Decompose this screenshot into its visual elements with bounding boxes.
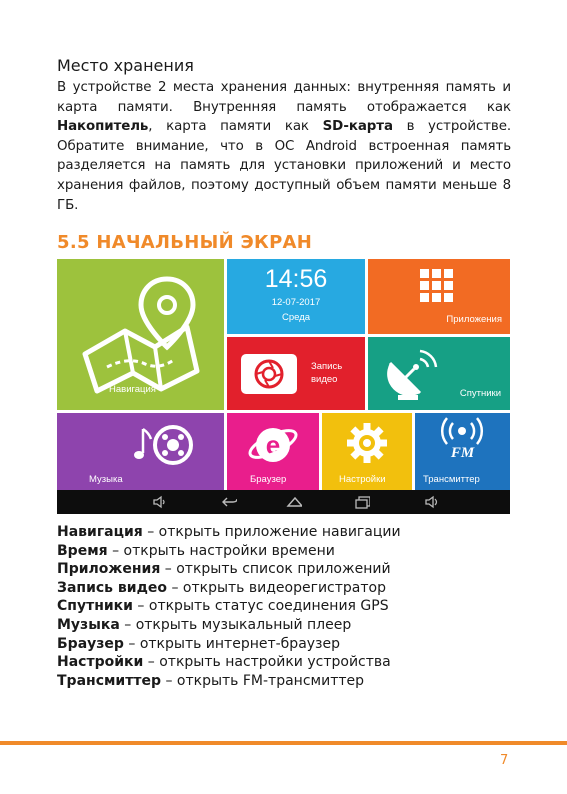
camera-box: [241, 354, 297, 394]
home-screen: [57, 259, 510, 514]
record-label-line1: Запись: [311, 361, 343, 372]
legend-desc: – открыть настройки устройства: [143, 654, 391, 671]
storage-bold-sd: SD-карта: [322, 119, 393, 135]
footer-divider: [0, 741, 567, 745]
storage-text-1: В устройстве 2 места хранения данных: внутренняя память и карта памяти. Внутренняя память отображается как: [57, 80, 511, 115]
legend-term: Время: [57, 542, 108, 559]
volume-down-icon[interactable]: [151, 494, 167, 510]
clock-weekday: Среда: [281, 312, 311, 323]
apps-tile[interactable]: [368, 259, 510, 334]
legend-item: [57, 635, 517, 654]
legend-term: Спутники: [57, 598, 133, 615]
fm-text: FM: [450, 445, 475, 461]
transmitter-label: Трансмиттер: [423, 474, 480, 485]
clock-tile[interactable]: [227, 259, 365, 334]
legend-item: [57, 560, 517, 579]
clock-date: 12-07-2017: [271, 297, 321, 308]
record-label-line2: видео: [311, 374, 338, 385]
legend-item: [57, 523, 517, 542]
satellites-tile[interactable]: [368, 337, 510, 410]
legend-term: Приложения: [57, 561, 161, 578]
legend-term: Навигация: [57, 524, 143, 540]
legend-term: Настройки: [57, 654, 144, 671]
legend-term: Браузер: [57, 635, 124, 652]
music-tile[interactable]: [57, 413, 224, 490]
storage-text-3: в устройстве. Обратите внимание, что в ОС Android встроенная память разделяется на память для установки приложений и место хранения файлов, поэтому доступный объем памяти меньше 8 ГБ.: [57, 119, 511, 213]
legend-item: [57, 597, 517, 616]
recent-apps-icon[interactable]: [354, 494, 370, 510]
legend-desc: – открыть интернет-браузер: [123, 635, 341, 652]
record-video-tile[interactable]: [227, 337, 365, 410]
legend-item: [57, 579, 517, 598]
clock-time: 14:56: [264, 265, 328, 293]
legend-item: [57, 542, 517, 561]
satellites-label: Спутники: [459, 388, 501, 399]
legend-desc: – открыть видеорегистратор: [167, 579, 386, 596]
storage-text-2: , карта памяти как: [148, 119, 323, 135]
music-label: Музыка: [89, 474, 123, 485]
browser-label: Браузер: [250, 474, 287, 485]
navigation-label: Навигация: [109, 384, 156, 395]
legend-term: Запись видео: [57, 579, 167, 596]
storage-heading: Место хранения: [57, 56, 194, 75]
legend-item: [57, 672, 517, 691]
page-number: 7: [500, 753, 509, 768]
apps-label: Приложения: [446, 314, 502, 325]
volume-up-icon[interactable]: [423, 494, 439, 510]
legend-desc: – открыть статус соединения GPS: [132, 598, 389, 615]
transmitter-tile[interactable]: [415, 413, 510, 490]
camera-lens-icon: [241, 354, 297, 394]
section-title: 5.5 НАЧАЛЬНЫЙ ЭКРАН: [57, 232, 313, 253]
legend-item: [57, 616, 517, 635]
storage-paragraph: [57, 78, 511, 215]
home-icon[interactable]: [286, 494, 302, 510]
android-navbar: [57, 490, 510, 514]
legend-desc: – открыть приложение навигации: [142, 524, 401, 540]
satellite-dish-icon: [368, 337, 510, 410]
settings-tile[interactable]: [322, 413, 412, 490]
browser-tile[interactable]: [227, 413, 319, 490]
legend-item: [57, 653, 517, 672]
svg-text:e: e: [265, 430, 281, 460]
legend-desc: – открыть настройки времени: [107, 542, 335, 559]
legend-term: Трансмиттер: [57, 672, 161, 689]
home-screen-legend: [57, 523, 517, 690]
legend-term: Музыка: [57, 616, 120, 633]
music-disc-icon: [57, 413, 224, 490]
back-icon[interactable]: [221, 494, 237, 510]
legend-desc: – открыть музыкальный плеер: [119, 616, 352, 633]
legend-desc: – открыть список приложений: [160, 561, 391, 578]
settings-label: Настройки: [339, 474, 386, 485]
storage-bold-internal: Накопитель: [57, 119, 149, 135]
legend-desc: – открыть FM-трансмиттер: [161, 672, 364, 689]
navigation-tile[interactable]: [57, 259, 224, 410]
